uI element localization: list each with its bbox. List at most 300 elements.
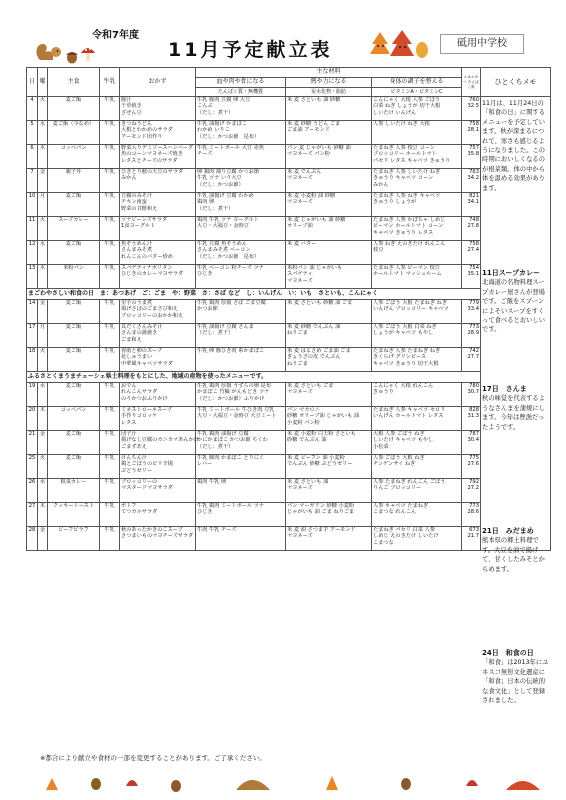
staple-cell: 麦ご飯 (48, 431, 100, 455)
day-cell: 4 (27, 97, 38, 121)
yel-line: マヨネーズ (287, 175, 313, 182)
table-row (27, 97, 551, 121)
energy-line: 754 (469, 265, 480, 271)
yel-cell (286, 348, 372, 372)
energy-line: 28.6 (467, 509, 480, 516)
dish-line: 春雨と卵のスープ (121, 348, 162, 354)
energy-line: 760 (469, 97, 480, 103)
yel-line: じゃがいも 油 ごま ねりごま (287, 509, 355, 516)
milk-cell: 牛乳 (100, 383, 120, 407)
staple-cell: 麦ご飯 (48, 193, 100, 217)
yel-cell (286, 503, 372, 527)
milk-cell: 牛乳 (100, 145, 120, 169)
red-cell (196, 217, 286, 241)
menu-table (26, 67, 551, 705)
milk-cell: 牛乳 (100, 265, 120, 289)
energy-cell (462, 407, 481, 431)
memo-text: 秋の味覚を代表するようなさんまを蒲焼にします。今年は豊漁だったようです。 (482, 395, 545, 431)
day-cell: 27 (27, 503, 38, 527)
grn-cell (372, 145, 462, 169)
dish-line: 里芋のうま煮 (121, 300, 153, 306)
milk-cell: 牛乳 (100, 407, 120, 431)
energy-line: 775 (469, 455, 480, 461)
staple-cell: 麦ご飯 (48, 300, 100, 324)
grn-line: パセリ レタス キャベツ きゅうり (373, 157, 451, 164)
grn-line: 大根 人参 ごぼう ねぎ (373, 431, 425, 437)
milk-cell: 牛乳 (100, 300, 120, 324)
day-cell: 18 (27, 348, 38, 372)
grn-line: きくらげ グリンピース (373, 354, 427, 361)
yel-cell (286, 527, 372, 551)
mushroom-icon (80, 44, 96, 62)
staple-cell: 麦ご飯 (48, 241, 100, 265)
weekday-cell: 火 (38, 348, 48, 372)
dish-line: ごまずあえ (121, 443, 147, 450)
dish-line: れんこんサラダ (121, 389, 158, 396)
grn-line: きゅうり (373, 389, 394, 396)
energy-line: 35.1 (467, 271, 480, 278)
red-line: （だし：煮干） (197, 443, 234, 450)
weekday-cell: 木 (38, 503, 48, 527)
grn-line: たまねぎ 人参 ねぎ キャベツ (373, 193, 441, 199)
red-line: 牛乳 鶏肉 厚揚 さば ごま豆腐 (197, 300, 266, 306)
dish-line: 魚のコーンマヨネーズ焼き (121, 151, 183, 158)
memo-block (482, 649, 549, 705)
dish-cell (120, 193, 196, 217)
grn-line: たまねぎ 人参 たまねぎ ねぎ (373, 348, 441, 354)
dish-cell (120, 300, 196, 324)
dish-line: アーモンド田作り (121, 133, 163, 140)
table-row (27, 479, 551, 503)
table-row (27, 527, 551, 551)
red-cell (196, 193, 286, 217)
energy-line: 27.7 (467, 354, 480, 361)
yel-line: マヨネーズ (287, 199, 313, 206)
dish-line: 中華風キャベツサラダ (121, 360, 173, 367)
energy-cell (462, 348, 481, 372)
dish-line: レタス (121, 419, 137, 426)
grn-line: しめじ えのきたけ しいたけ (373, 533, 439, 540)
weekday-cell: 月 (38, 193, 48, 217)
red-line: かつお節 (197, 306, 218, 313)
dish-cell (120, 241, 196, 265)
yel-line: 米 麦 バター (287, 241, 317, 247)
dish-line: 花しゅうまい (121, 354, 153, 361)
table-row (27, 217, 551, 241)
table-row (27, 193, 551, 217)
staple-cell: スープカレー (48, 217, 100, 241)
energy-line: 27.2 (467, 485, 480, 492)
col-yellow: 熱や力になる (286, 78, 372, 88)
red-line: かにかまぼこ かつお節 ちくわ (197, 437, 268, 444)
energy-line: 28.1 (467, 127, 480, 134)
red-line: 大豆・大福豆・金時豆 (197, 223, 249, 230)
table-row (27, 241, 551, 265)
school-name: 砥用中学校 (440, 34, 524, 54)
memo-block (482, 527, 549, 574)
energy-line: 27.4 (467, 247, 480, 254)
energy-cell (462, 383, 481, 407)
yel-line: 米 麦 小麦粉 白玉粉 さといも (287, 431, 356, 437)
red-cell (196, 479, 286, 503)
red-line: 牛乳 ミートボール 大豆 赤魚 (197, 145, 265, 151)
yel-line: 砂糖 でんぷん 油 (287, 437, 327, 444)
milk-cell: 牛乳 (100, 97, 120, 121)
red-line: 牛乳 豚肉 かまぼこ とりにく (197, 455, 265, 461)
grn-cell (372, 407, 462, 431)
memo-text: 11月は、11月24日の「和食の日」に関するメニューを予定しています。秋が深まるにつれて、寒さも感じるようになりました。この時期においしくなるのが根菜類。体の中から体を温める効果があります。 (482, 100, 545, 192)
red-line: ひじき (197, 271, 213, 278)
milk-cell: 牛乳 (100, 503, 120, 527)
energy-cell (462, 169, 481, 193)
grn-line: こんにゃく 大根 れんこん (373, 383, 434, 389)
dish-line: ブロッコリーのおかか和え (121, 312, 184, 319)
grn-cell (372, 241, 462, 265)
grn-cell (372, 265, 462, 289)
grn-line: 小松菜 (373, 443, 389, 450)
yel-line: 米 麦 小麦粉 油 砂糖 (287, 193, 336, 199)
energy-line: 31.3 (467, 413, 480, 420)
grn-cell (372, 97, 462, 121)
grn-line: たまねぎ パセリ 白菜 人参 (373, 527, 436, 533)
energy-cell (462, 217, 481, 241)
energy-line: 792 (469, 479, 480, 485)
staple-cell: コッペパン (48, 407, 100, 431)
autumn-leaf-characters-icon (368, 28, 430, 64)
energy-line: 773 (469, 503, 480, 509)
yel-line: 米 麦 さといも ごま (287, 383, 334, 389)
col-milk: 牛乳 (100, 68, 120, 97)
yel-line: 米 麦 砂糖 でんぷん 油 (287, 324, 341, 330)
energy-line: 33.4 (467, 306, 480, 313)
grn-cell (372, 479, 462, 503)
dish-line: ぶどうゼリー (121, 467, 153, 474)
energy-cell (462, 503, 481, 527)
yel-cell (286, 193, 372, 217)
milk-cell: 牛乳 (100, 169, 120, 193)
red-line: 牛乳 ミートボール 牛ひき肉 豆乳 (197, 407, 275, 413)
grn-line: たまねぎ 人参 しいたけ ねぎ (373, 169, 441, 175)
weekday-cell: 木 (38, 265, 48, 289)
day-cell: 7 (27, 169, 38, 193)
dish-cell (120, 407, 196, 431)
dish-line: レタスとチーズのサラダ (121, 157, 178, 164)
energy-line: 780 (469, 383, 480, 389)
memo-text: 熊本県の郷土料理です。大豆を油で揚げて、甘くしたみそとからめます。 (482, 537, 545, 573)
yel-cell (286, 169, 372, 193)
energy-cell (462, 324, 481, 348)
energy-line: 757 (469, 145, 480, 151)
grn-line: 白菜 ねぎ しょうが 切干大根 (373, 103, 441, 110)
table-row (27, 324, 551, 348)
dish-line: 豆腐のみそ汁 (121, 193, 153, 199)
red-line: ひじき (197, 509, 213, 516)
dish-line: ポトフ (121, 503, 137, 509)
col-green-sub: ビタミンA・ビタミンC (372, 88, 462, 97)
dish-line: 1食ヨーグルト (121, 223, 156, 230)
energy-line: 30.7 (467, 389, 480, 396)
energy-line: 758 (469, 241, 480, 247)
memo-heading: 11日スープカレー (482, 269, 540, 277)
red-line: 鶏肉 卵 (197, 199, 215, 206)
weekday-cell: 金 (38, 527, 48, 551)
grn-cell (372, 300, 462, 324)
yel-cell (286, 479, 372, 503)
yel-line: ごま油 アーモンド (287, 127, 330, 134)
energy-cell (462, 193, 481, 217)
grn-cell (372, 217, 462, 241)
yel-line: 砂糖 オリーブ油 じゃがいも 油 (287, 413, 360, 420)
weekday-cell: 火 (38, 455, 48, 479)
dish-cell (120, 145, 196, 169)
grn-cell (372, 193, 462, 217)
grn-cell (372, 324, 462, 348)
grn-line: みかん (373, 181, 389, 188)
dish-line: 魚そうめん汁 (121, 241, 153, 247)
grn-line: こまつな (373, 539, 394, 546)
acorn-icon (64, 48, 80, 64)
banner-row (27, 289, 551, 300)
milk-cell: 牛乳 (100, 217, 120, 241)
milk-cell: 牛乳 (100, 121, 120, 145)
grn-line: 人参 たまねぎ れんこん ごぼう (373, 479, 446, 485)
dish-line: 手作りコロッケ (121, 413, 158, 420)
dish-line: チキン南蛮 (121, 199, 147, 206)
col-energy: エネルギー たんぱく質 (462, 68, 481, 97)
day-cell: 12 (27, 241, 38, 265)
energy-cell (462, 241, 481, 265)
fiscal-year: 令和7年度 (92, 30, 139, 41)
day-cell: 13 (27, 265, 38, 289)
energy-line: 742 (469, 348, 480, 354)
weekday-cell: 火 (38, 97, 48, 121)
grn-cell (372, 527, 462, 551)
energy-line: 30.4 (467, 437, 480, 444)
red-line: 牛肉 牛乳 チーズ (197, 527, 237, 533)
yel-line: マヨネーズ (287, 277, 313, 284)
milk-cell: 牛乳 (100, 193, 120, 217)
staple-cell: 麦ご飯 (48, 348, 100, 372)
day-cell: 25 (27, 455, 38, 479)
yel-line: でんぷん 砂糖 ぶどうゼリー (287, 461, 353, 468)
milk-cell: 牛乳 (100, 348, 120, 372)
staple-cell: 麦ご飯 (48, 97, 100, 121)
dish-cell (120, 169, 196, 193)
yel-line: 米粉パン 油 じゃがいも (287, 265, 343, 271)
grn-line: しいたけ いんげん (373, 109, 417, 116)
weekday-cell: 水 (38, 121, 48, 145)
day-cell: 20 (27, 407, 38, 431)
energy-cell (462, 479, 481, 503)
red-cell (196, 527, 286, 551)
page-title: 11月予定献立表 (168, 39, 333, 61)
dish-cell (120, 455, 196, 479)
dish-line: ひじきのカレーマヨサラダ (121, 271, 184, 278)
col-memo: ひとくちメモ (481, 68, 551, 97)
memo-block (482, 99, 549, 193)
weekday-cell: 火 (38, 217, 48, 241)
red-line: 牛乳 鶏肉 ミートボール ツナ (197, 503, 265, 509)
staple-cell: 米粉パン (48, 265, 100, 289)
table-row (27, 169, 551, 193)
dish-line: 秋のあったかきのこスープ (121, 527, 183, 533)
weekday-cell: 金 (38, 169, 48, 193)
grn-cell (372, 169, 462, 193)
milk-cell: 牛乳 (100, 479, 120, 503)
dish-line: みかん (121, 175, 137, 182)
yel-cell (286, 121, 372, 145)
yel-line: マヨネーズ (287, 533, 313, 540)
day-cell: 5 (27, 121, 38, 145)
col-yellow-sub: 炭水化物・脂肪 (286, 88, 372, 97)
weekday-cell: 水 (38, 479, 48, 503)
yel-line: 米 麦 さといも 砂糖 油 ごま (287, 300, 353, 306)
dish-cell (120, 217, 196, 241)
red-line: 牛乳 油揚げ かまぼこ (197, 121, 247, 127)
red-line: かまぼこ 竹輪 がんもどき ツナ (197, 389, 270, 396)
staple-cell: 麦ご飯 (48, 383, 100, 407)
memo-block (482, 385, 549, 432)
yel-line: 米 麦 ビーフン 油 小麦粉 (287, 455, 345, 461)
yel-line: 小麦粉 パン粉 (287, 419, 320, 426)
red-cell (196, 348, 286, 372)
energy-line: 758 (469, 121, 480, 127)
yel-line: 米 麦 さといも 油 (287, 479, 329, 485)
grn-cell (372, 348, 462, 372)
red-cell (196, 431, 286, 455)
red-line: レバー (197, 461, 213, 468)
dish-line: ブロッコリーの (121, 479, 158, 485)
grn-line: りんご ブロッコリー (373, 485, 422, 492)
grn-cell (372, 455, 462, 479)
memo-block (482, 269, 549, 335)
red-line: 大豆・大福豆・金時豆 大豆ミート (197, 413, 277, 420)
grn-line: ホールトマト マッシュルーム (373, 271, 442, 278)
dish-line: 野菜の甘酢和え (121, 205, 158, 212)
dish-line: 具だくさんみそ汁 (121, 324, 163, 330)
grn-line: ピーマン ホールトマト コーン (373, 223, 444, 230)
table-row (27, 145, 551, 169)
yel-cell (286, 145, 372, 169)
dish-cell (120, 479, 196, 503)
grn-line: たまねぎ 人参 かぼちゃ しめじ (373, 217, 446, 223)
yel-line: パン マーガリン 砂糖 小麦粉 (287, 503, 355, 509)
yel-line: パン 麦 じゃがいも 砂糖 油 (287, 145, 351, 151)
energy-cell (462, 121, 481, 145)
table-row (27, 121, 551, 145)
weekday-cell: 水 (38, 241, 48, 265)
red-line: 牛乳 ベーコン 粉チーズ ツナ (197, 265, 264, 271)
staple-cell: クッキートースト (48, 503, 100, 527)
staple-cell: 根菜カレー (48, 479, 100, 503)
table-row (27, 431, 551, 455)
day-cell: 28 (27, 527, 38, 551)
dish-line: 団子汁 (121, 431, 137, 437)
yel-line: 米 麦 はるさめ ごま油 ごま (287, 348, 351, 354)
dish-cell (120, 503, 196, 527)
weekday-cell: 木 (38, 407, 48, 431)
dish-cell (120, 431, 199, 455)
red-cell (196, 324, 286, 348)
energy-line: 779 (469, 300, 480, 306)
col-staple: 主食 (48, 68, 100, 97)
energy-line: 27.6 (467, 461, 480, 468)
yel-cell (286, 300, 372, 324)
grn-line: 人参 しいたけ ねぎ 大根 (373, 121, 430, 127)
red-line: 牛乳 鶏肉 油揚げ 豆腐 (197, 431, 249, 437)
dish-line: 揚げなし豆腐のカニカマあんかけ (121, 437, 199, 444)
yel-line: 米 麦 油 さつま芋 アーモンド (287, 527, 356, 533)
table-row (27, 300, 551, 324)
energy-line: 27.8 (467, 223, 480, 230)
energy-line: 787 (469, 431, 480, 437)
red-cell (196, 503, 286, 527)
footer-note: ※都合により献立や食材の一部を変更することがあります。ご了承ください。 (40, 754, 266, 762)
yel-line: オリーブ油 (287, 223, 313, 230)
col-materials: 主な材料 (196, 68, 462, 78)
energy-cell (462, 145, 481, 169)
yel-cell (286, 431, 372, 455)
grn-line: きゅうり キャベツ コーン (373, 175, 434, 182)
day-cell: 17 (27, 324, 38, 348)
dish-line: おでん (121, 383, 137, 389)
dish-line: マスタードマヨサラダ (121, 485, 173, 492)
red-line: （だし：煮干） (197, 205, 234, 212)
red-line: （だし：かつお節） (197, 181, 244, 188)
table-row (27, 407, 551, 431)
day-cell: 6 (27, 145, 38, 169)
memo-text: 「和食」は2013年にユネスコ無形文化遺産に「和食；日本の伝統的な食文化」として登録されました。 (482, 659, 549, 705)
energy-line: 21.7 (467, 533, 480, 540)
staple-cell: 親子丼 (48, 169, 100, 193)
memo-column (481, 97, 551, 705)
red-line: 鶏肉 牛乳 卵 (197, 479, 227, 485)
memo-heading: 24日 和食の日 (482, 649, 534, 657)
col-red: 血や肉や骨になる (196, 78, 286, 88)
squirrel-icon (34, 40, 64, 62)
energy-line: 828 (469, 407, 480, 413)
yel-cell (286, 455, 372, 479)
yel-cell (286, 217, 372, 241)
grn-line: しいたけ キャベツ もやし (373, 437, 434, 444)
red-cell (196, 407, 286, 431)
yel-line: ぎょうざの皮 でんぷん (287, 354, 341, 361)
table-row (27, 383, 551, 407)
grn-line: たまねぎ 人参 ピーマン 枝豆 (373, 265, 440, 271)
day-cell: 14 (27, 300, 38, 324)
energy-line: 748 (469, 217, 480, 223)
dish-line: ミネストローネスープ (121, 407, 173, 413)
dish-line: ごま和え (121, 336, 142, 343)
red-line: （だし：かつお節）ふりかけ (197, 395, 265, 402)
dish-line: さつまいものマヨチーズサラダ (121, 533, 194, 540)
day-cell: 19 (27, 383, 38, 407)
day-cell: 26 (27, 479, 38, 503)
weekday-cell: 水 (38, 383, 48, 407)
grn-line: 人参 ごぼう 大根 ねぎ (373, 455, 425, 461)
staple-cell: 麦ご飯 (48, 324, 100, 348)
grn-cell (372, 121, 462, 145)
energy-line: 35.8 (467, 151, 480, 158)
energy-line: 821 (469, 193, 480, 199)
red-line: こんぶ (197, 103, 213, 110)
autumn-border-decoration (26, 764, 550, 794)
yel-line: マヨネーズ (287, 389, 313, 396)
energy-cell (462, 97, 481, 121)
milk-cell: 牛乳 (100, 455, 120, 479)
dish-cell (120, 348, 196, 372)
dish-cell (120, 527, 196, 551)
